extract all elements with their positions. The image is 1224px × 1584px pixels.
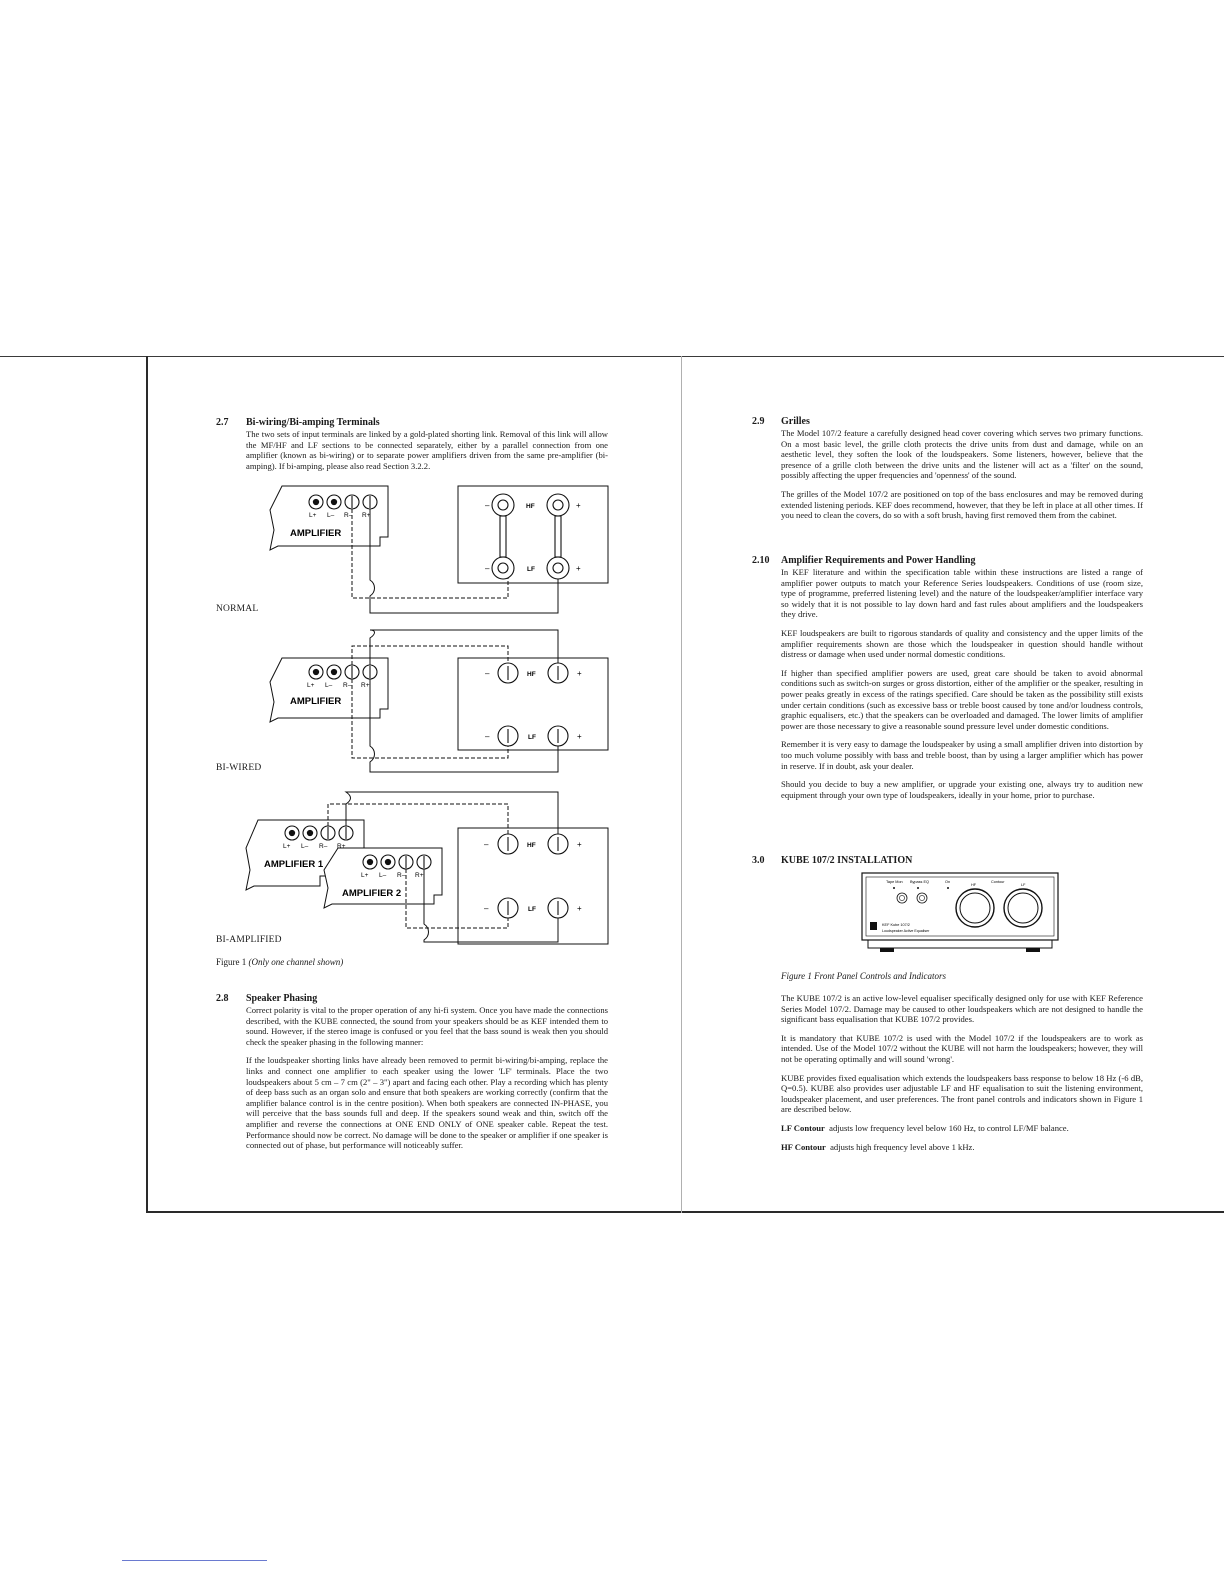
panel-subtitle: Loudspeaker Active Equaliser: [882, 929, 930, 933]
page-fold: [681, 356, 682, 1213]
page-top-edge: [0, 356, 1224, 357]
minus-hf-normal: –: [485, 501, 490, 510]
lf-label-biamp: LF: [528, 906, 536, 913]
section-3-0-para-3: KUBE provides fixed equalisation which extends the loudspeakers bass response to below 18 Hz (-6 dB, Q=0.5). KUBE also provides user adjustable LF and HF equalisation to suit the listening environment, loudspeaker placement, and user preferences. The front panel controls and indicators shown in Figure 1 are described below.: [781, 1072, 1143, 1115]
diagram-normal: [260, 480, 620, 620]
section-2-10-para-2: KEF loudspeakers are built to rigorous standards of quality and consistency and the upper limits of the amplifier requirements shown are those which the loudspeaker in question should handle without distress or damage when used under normal domestic conditions.: [781, 627, 1143, 660]
page-bottom-edge: [146, 1211, 1224, 1213]
term-label-biwired-4: R+: [361, 682, 370, 689]
term-label-normal-4: R+: [362, 512, 371, 519]
section-number-2-8: 2.8: [216, 993, 229, 1004]
plus-hf-normal: +: [576, 501, 581, 510]
amplifier2-label: AMPLIFIER 2: [342, 888, 402, 899]
figure-caption-left: [216, 957, 343, 967]
amplifier-label-normal: AMPLIFIER: [290, 528, 342, 539]
label-normal: NORMAL: [216, 604, 259, 614]
term-label-amp1-3: R–: [319, 843, 328, 850]
section-number-2-9: 2.9: [752, 416, 765, 427]
plus-lf-biamp: +: [577, 904, 582, 913]
minus-lf-normal: –: [485, 564, 490, 573]
panel-brand: KEF Kube 107/2: [882, 923, 910, 927]
diagram-biamplified: [236, 788, 620, 950]
lf-contour-desc: [781, 1123, 1143, 1134]
section-title-2-7: Bi-wiring/Bi-amping Terminals: [246, 417, 380, 428]
lf-contour-text: adjusts low frequency level below 160 Hz, to control LF/MF balance.: [829, 1122, 1069, 1133]
lf-label-biwired: LF: [528, 734, 536, 741]
minus-hf-biamp: –: [484, 840, 489, 849]
section-2-9-para-2: The grilles of the Model 107/2 are positioned on top of the bass enclosures and may be removed during extended listening periods. KEF does recommend, however, that they be left in place at all other times. If you need to clean the covers, do so with a soft brush, having first removed them from the cabinet.: [781, 488, 1143, 521]
minus-hf-biwired: –: [485, 669, 490, 678]
label-biwired: BI-WIRED: [216, 763, 262, 773]
term-label-amp1-1: L+: [283, 843, 291, 850]
section-2-10-para-1: In KEF literature and within the specification table within these instructions are listed a range of amplifier power outputs to match your Reference Series loudspeakers. Conditions of use (room size, type of programme, preferred listening level) and the nature of the loudspeaker/amplifier interface vary so widely that it is not possible to lay down hard and fast rules about amplifiers and the loudspeakers they drive.: [781, 567, 1143, 620]
figure-caption-prefix: Figure 1: [216, 957, 247, 967]
amplifier1-label: AMPLIFIER 1: [264, 859, 324, 870]
section-body-2-9: [781, 428, 1143, 529]
section-2-10-para-5: Should you decide to buy a new amplifier, or upgrade your existing one, always try to audition new equipment through your own type of loudspeakers, ideally in your home, prior to purchase.: [781, 779, 1143, 800]
kef-logo-icon: [870, 922, 877, 930]
section-body-2-7: The two sets of input terminals are linked by a gold-plated shorting link. Removal of this link will allow the MF/HF and LF sections to be connected separately, either by a parallel connection from one amplifier (known as bi-wiring) or to separate power amplifiers driven from the same pre-amplifier (bi-amping). If bi-amping, please also read Section 3.2.2.: [246, 429, 608, 471]
panel-lf-label: LF: [1021, 883, 1026, 887]
kube-front-panel: [860, 870, 1062, 960]
term-label-normal-2: L–: [327, 512, 335, 519]
section-title-2-8: Speaker Phasing: [246, 993, 318, 1004]
label-biamplified: BI-AMPLIFIED: [216, 935, 282, 945]
term-label-amp2-2: L–: [379, 872, 387, 879]
scan-artifact-line: [122, 1560, 267, 1561]
section-2-10-para-3: If higher than specified amplifier powers are used, great care should be taken to avoid abnormal conditions such as switch-on surges or gross distortion, either of the amplifier or the speaker, resulting in power peaks greatly in excess of the ratings specified. Care should be taken as the possibility still exists under certain conditions (such as excessive bass or treble boost caused by tone and/or loudness controls, graphic equalisers, etc.) that the speakers can be overloaded and damaged. The lower limits of amplifier power are those necessary to give a reasonable sound pressure level under domestic conditions.: [781, 667, 1143, 731]
plus-lf-biwired: +: [577, 732, 582, 741]
panel-contour-label: Contour: [991, 880, 1005, 884]
hf-contour-text: adjusts high frequency level above 1 kHz.: [830, 1141, 975, 1152]
minus-lf-biwired: –: [485, 732, 490, 741]
figure-caption-right: Figure 1 Front Panel Controls and Indicators: [781, 971, 946, 981]
section-title-2-9: Grilles: [781, 416, 810, 427]
section-body-2-10: [781, 567, 1143, 808]
term-label-biwired-3: R–: [343, 682, 352, 689]
hf-label-biwired: HF: [527, 671, 536, 678]
hf-label-biamp: HF: [527, 842, 536, 849]
term-label-amp2-3: R–: [397, 872, 406, 879]
plus-hf-biwired: +: [577, 669, 582, 678]
minus-lf-biamp: –: [484, 904, 489, 913]
term-label-biwired-1: L+: [307, 682, 315, 689]
section-body-2-8: [246, 1005, 608, 1159]
amplifier-label-biwired: AMPLIFIER: [290, 696, 342, 707]
lf-label-normal: LF: [527, 566, 535, 573]
section-body-3-0: [781, 993, 1143, 1160]
plus-lf-normal: +: [576, 564, 581, 573]
section-2-9-para-1: The Model 107/2 feature a carefully designed head cover covering which serves two primary functions. On a most basic level, the grille cloth protects the drive units from dust and damage, while on an aesthetic level, they soften the look of the loudspeakers. Some listeners, however, believe that the presence of a grille cloth between the drive units and the listener will act as a 'filter' on the sound, possibly affecting the upper frequencies and 'openness' of the sound.: [781, 428, 1143, 481]
panel-hf-label: HF: [971, 883, 977, 887]
section-2-8-para-2: If the loudspeaker shorting links have already been removed to permit bi-wiring/bi-amping, replace the links and connect one amplifier to each speaker using the lower 'LF' terminals. Place the two loudspeakers about 5 cm – 7 cm (2" – 3") apart and facing each other. Play a recording which has plenty of deep bass such as an organ solo and ensure that both speakers are working correctly (confirm that the amplifier balance control is in the centre position). When both speakers are connected IN-PHASE, you will perceive that the bass sounds full and deep. If the speakers sound weak and thin, switch off the amplifier and reverse the connections at ONE END ONLY of ONE speaker cable. Repeat the test. Performance should now be correct. No damage will be done to the speaker or amplifier if one speaker is connected out of phase, but performance will noticeably suffer.: [246, 1055, 608, 1151]
panel-on-label: On: [945, 880, 951, 884]
section-number-3-0: 3.0: [752, 855, 765, 866]
term-label-normal-3: R–: [344, 512, 353, 519]
term-label-amp2-4: R+: [415, 872, 424, 879]
hf-contour-term: HF Contour: [781, 1141, 826, 1152]
section-number-2-10: 2.10: [752, 555, 770, 566]
section-2-10-para-4: Remember it is very easy to damage the loudspeaker by using a small amplifier driven into distortion by too much volume possibly with bass and treble boost, than by using a larger amplifier which has power in reserve. If in doubt, ask your dealer.: [781, 739, 1143, 771]
page-left-edge: [146, 356, 148, 1213]
term-label-biwired-2: L–: [325, 682, 333, 689]
hf-contour-desc: [781, 1142, 1143, 1153]
hf-label-normal: HF: [526, 503, 535, 510]
panel-bypass-label: Bypass EQ: [910, 880, 929, 884]
section-number-2-7: 2.7: [216, 417, 229, 428]
diagram-biwired: [260, 628, 620, 778]
section-3-0-para-1: The KUBE 107/2 is an active low-level equaliser specifically designed only for use with KEF Reference Series Model 107/2. Damage may be caused to other loudspeakers which are not designed to handle the significant bass equalisation that KUBE 107/2 provides.: [781, 993, 1143, 1025]
section-title-3-0: KUBE 107/2 INSTALLATION: [781, 855, 913, 866]
term-label-amp1-2: L–: [301, 843, 309, 850]
section-title-2-10: Amplifier Requirements and Power Handling: [781, 555, 976, 566]
lf-contour-term: LF Contour: [781, 1122, 825, 1133]
term-label-amp2-1: L+: [361, 872, 369, 879]
term-label-amp1-4: R+: [337, 843, 346, 850]
term-label-normal-1: L+: [309, 512, 317, 519]
figure-caption-italic: (Only one channel shown): [248, 957, 344, 967]
section-2-8-para-1: Correct polarity is vital to the proper operation of any hi-fi system. Once you have made the connections described, with the KUBE connected, the sound from your speakers should be as KEF intended them to sound. However, if the stereo image is confused or you feel that the bass sound is weak then you should check the speaker phasing in the following manner:: [246, 1005, 608, 1047]
section-3-0-para-2: It is mandatory that KUBE 107/2 is used with the Model 107/2 if the loudspeakers are to work as intended. Use of the Model 107/2 without the KUBE will not harm the loudspeakers; however, they will not be operating optimally and will sound 'wrong'.: [781, 1032, 1143, 1064]
panel-tape-mon-label: Tape Mon: [886, 880, 903, 884]
plus-hf-biamp: +: [577, 840, 582, 849]
